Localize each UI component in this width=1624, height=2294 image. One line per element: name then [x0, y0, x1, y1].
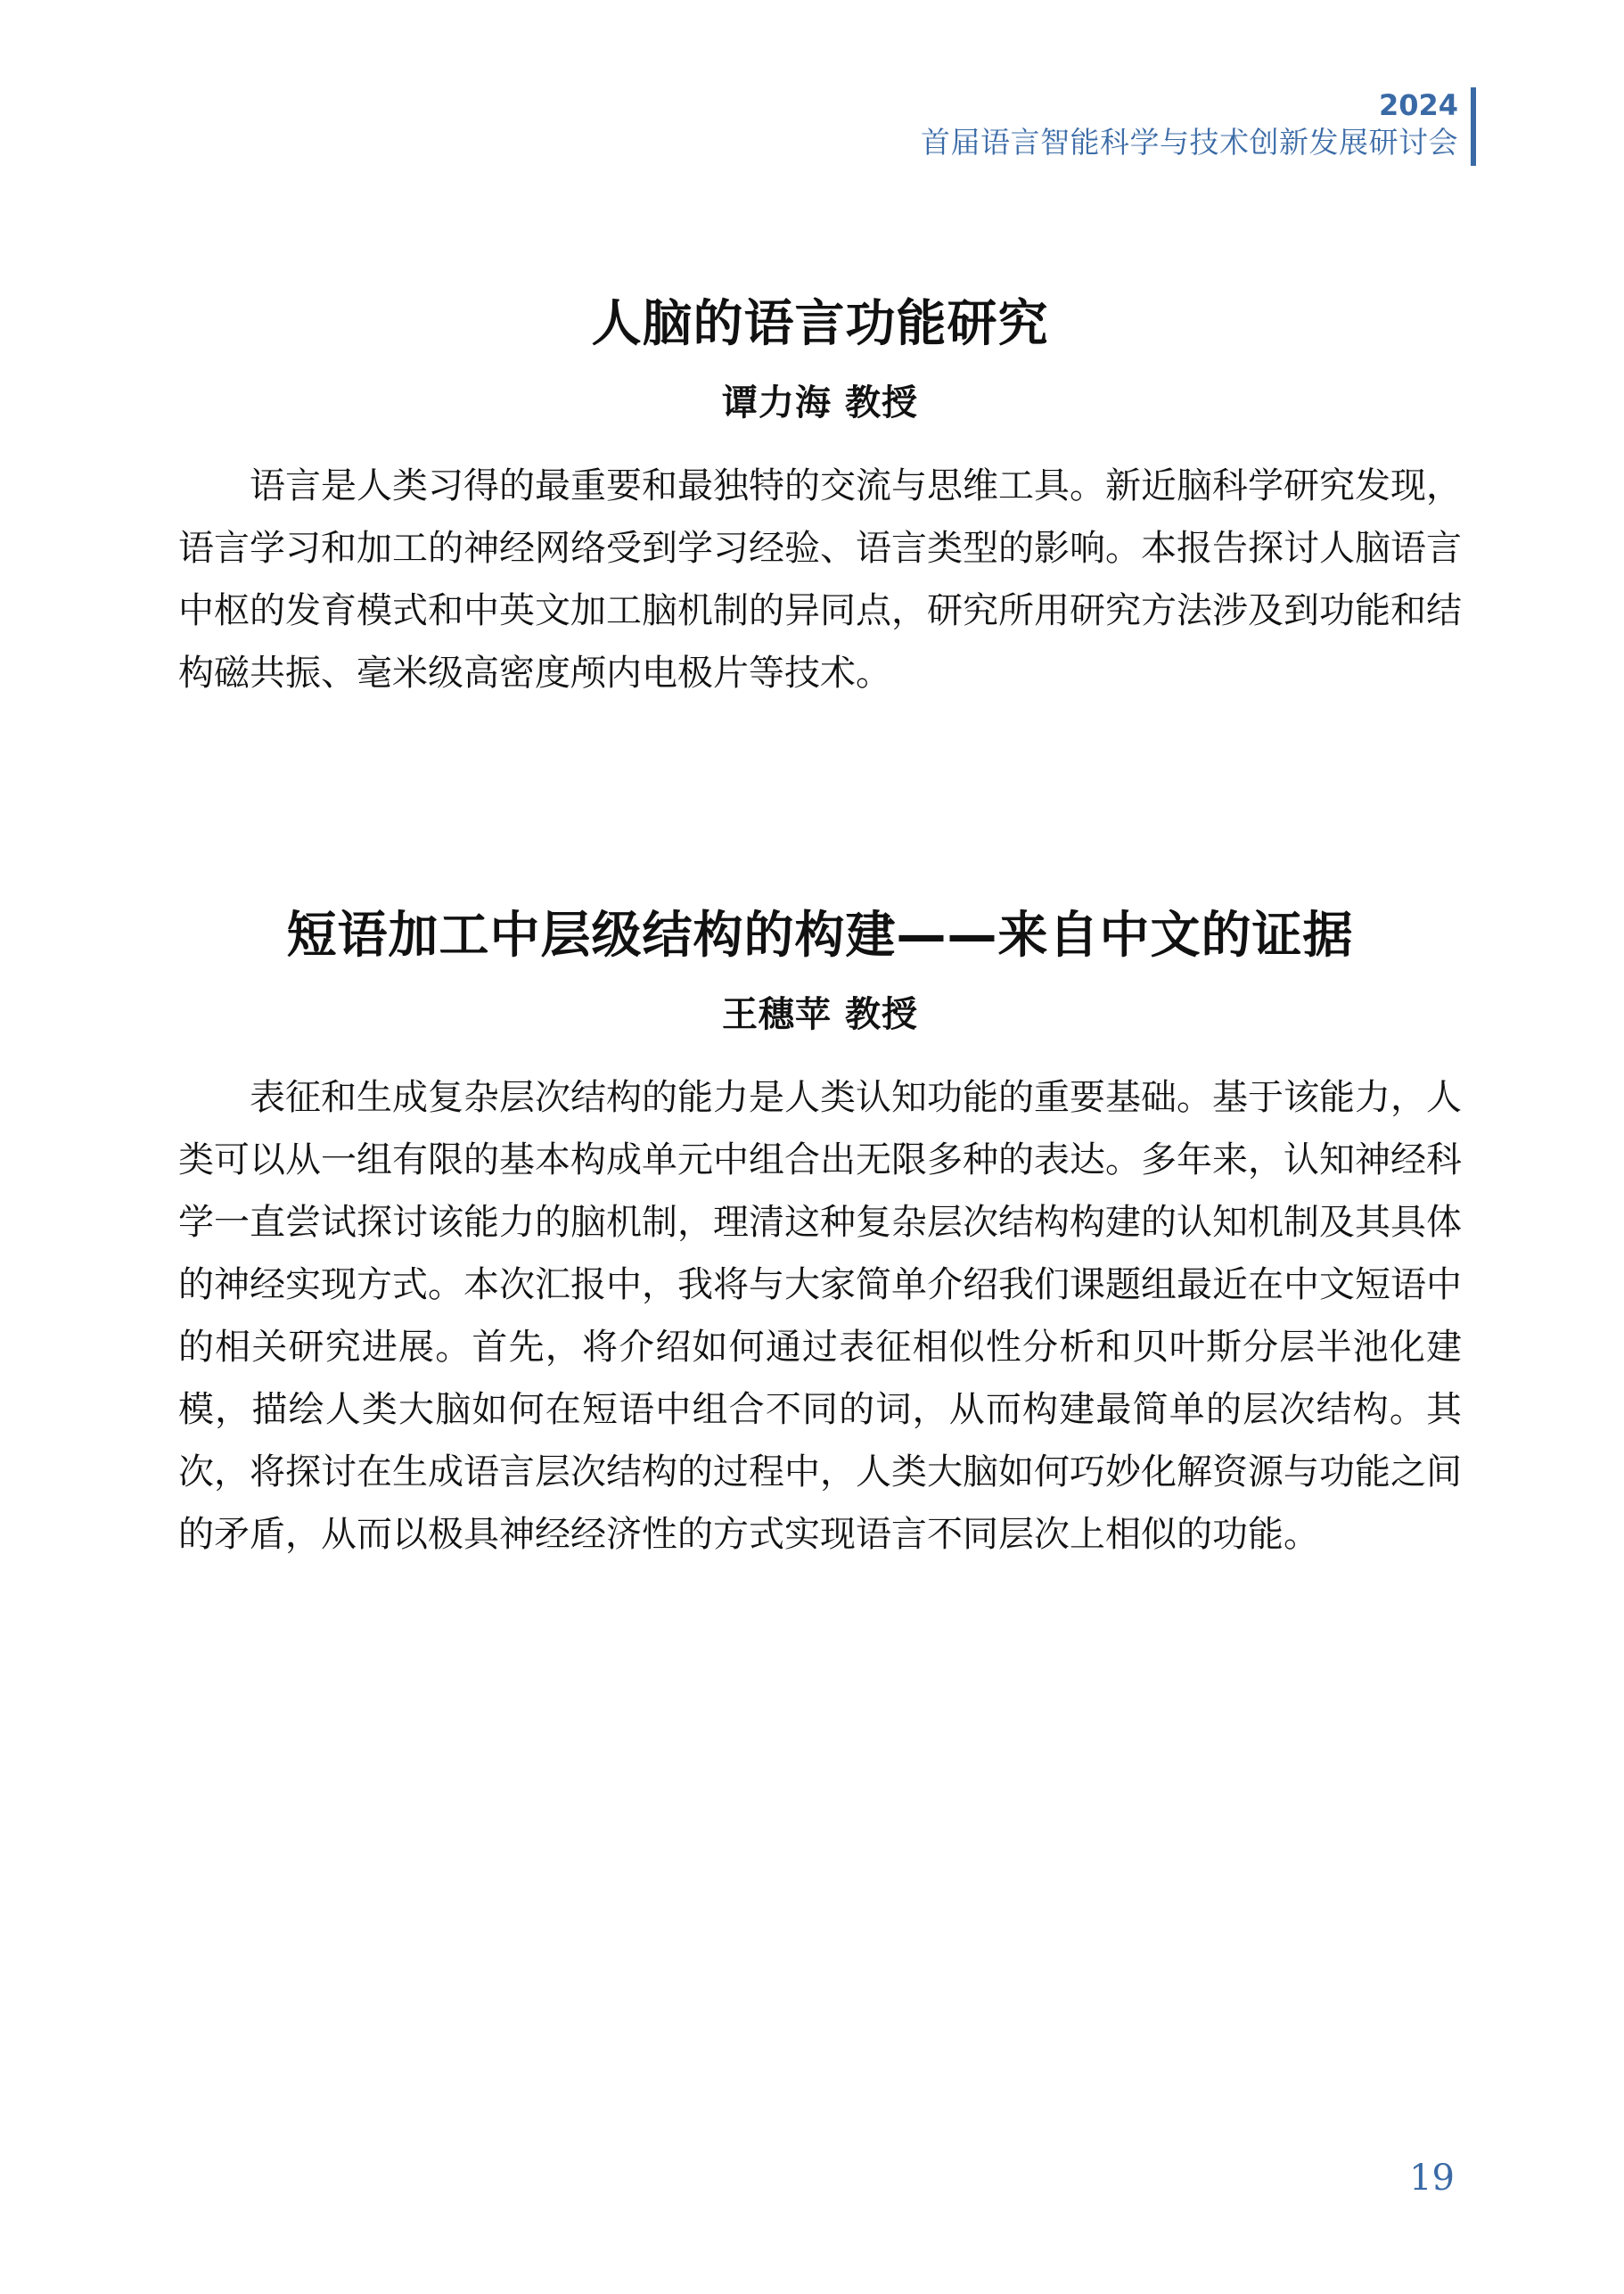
- header-conference-name: 首届语言智能科学与技术创新发展研讨会: [921, 125, 1458, 160]
- article-abstract: 语言是人类习得的最重要和最独特的交流与思维工具。新近脑科学研究发现，语言学习和加工的神经网络受到学习经验、语言类型的影响。本报告探讨人脑语言中枢的发育模式和中英文加工脑机制的异同点，研究所用研究方法涉及到功能和结构磁共振、毫米级高密度颅内电极片等技术。: [178, 465, 1462, 694]
- article-title: 短语加工中层级结构的构建——来自中文的证据: [286, 907, 1354, 965]
- page-number: 19: [1409, 2158, 1455, 2199]
- running-header: [921, 87, 1458, 162]
- article-section: [178, 900, 1462, 1566]
- header-divider: [1471, 87, 1476, 166]
- article-author: 王穗苹 教授: [722, 994, 918, 1035]
- article-section: [178, 289, 1462, 704]
- article-title: 人脑的语言功能研究: [591, 295, 1049, 353]
- article-author: 谭力海 教授: [722, 382, 918, 423]
- header-year: 2024: [1378, 88, 1458, 122]
- article-abstract: 表征和生成复杂层次结构的能力是人类认知功能的重要基础。基于该能力，人类可以从一组有限的基本构成单元中组合出无限多种的表达。多年来，认知神经科学一直尝试探讨该能力的脑机制，理清这种复杂层次结构构建的认知机制及其具体的神经实现方式。本次汇报中，我将与大家简单介绍我们课题组最近在中文短语中的相关研究进展。首先，将介绍如何通过表征相似性分析和贝叶斯分层半池化建模，描绘人类大脑如何在短语中组合不同的词，从而构建最简单的层次结构。其次，将探讨在生成语言层次结构的过程中，人类大脑如何巧妙化解资源与功能之间的矛盾，从而以极具神经经济性的方式实现语言不同层次上相似的功能。: [178, 1077, 1462, 1555]
